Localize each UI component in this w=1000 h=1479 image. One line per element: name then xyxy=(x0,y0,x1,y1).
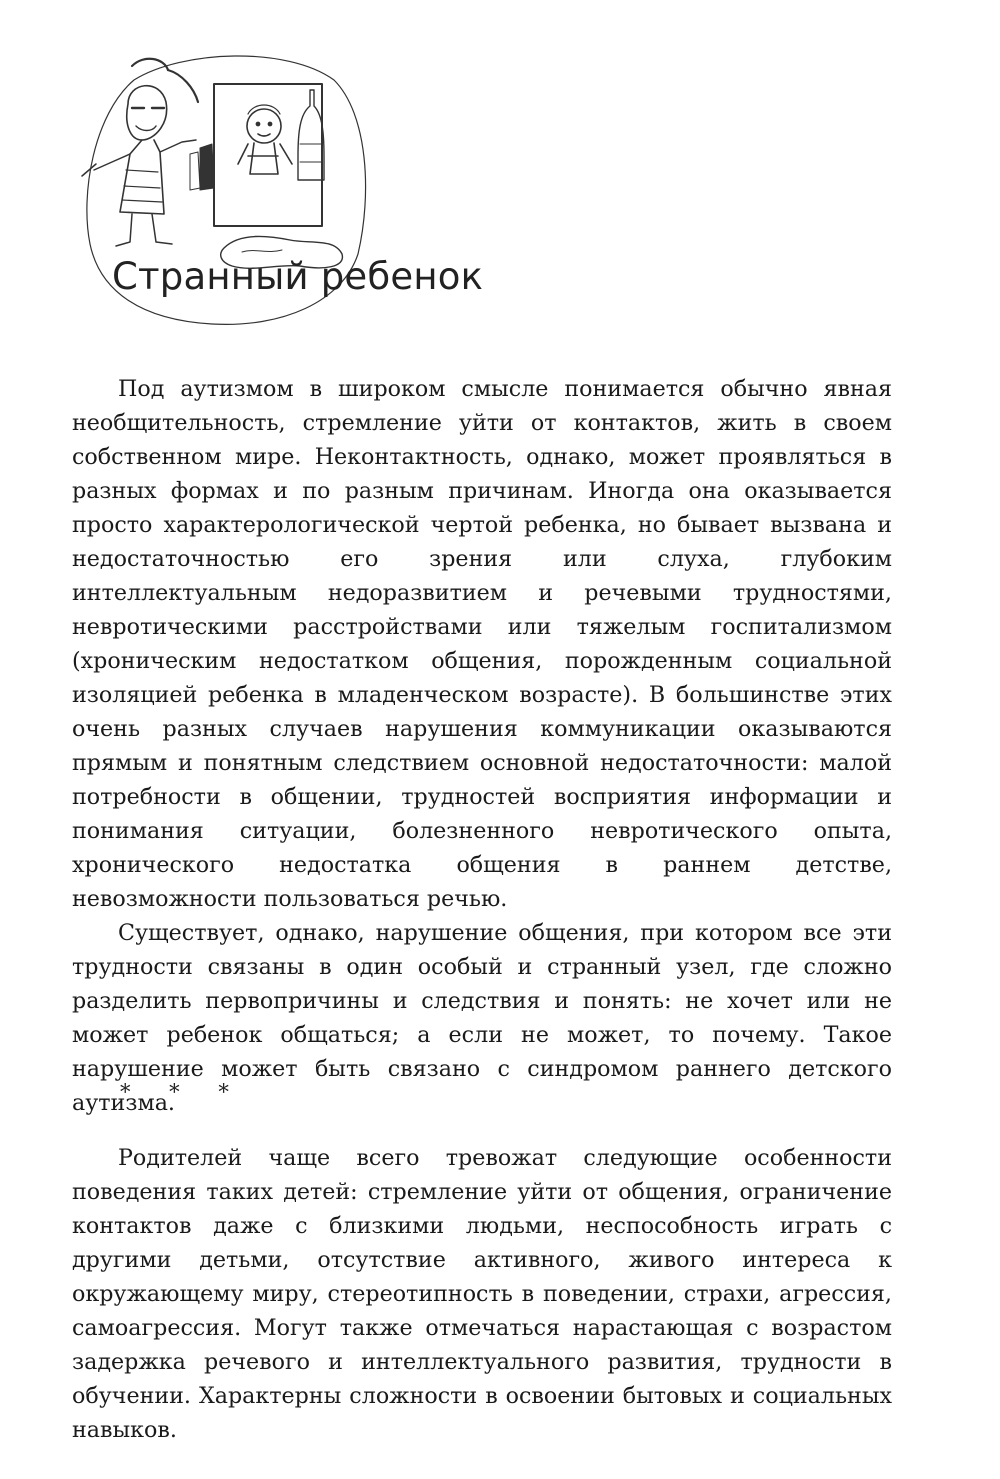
chapter-title: Странный ребенок xyxy=(112,255,484,298)
section-separator: * * * xyxy=(120,1080,245,1104)
paragraph: Существует, однако, нарушение общения, при котором все эти трудности связаны в один особый и странный узел, где сложно разделить первопричины и следствия и понять: не хочет или не может ребенок общаться; а если не может, то почему. Такое нарушение может быть связано с синдромом раннего детского аутизма. xyxy=(72,920,892,1116)
body-text-bottom xyxy=(72,1141,892,1447)
body-text-top xyxy=(72,372,892,1120)
paragraph: Родителей чаще всего тревожат следующие особенности поведения таких детей: стремление уйти от общения, ограничение контактов даже с близкими людьми, неспособность играть с другими детьми, отсутствие активного, живого интереса к окружающему миру, стереотипность в поведении, страхи, агрессия, самоагрессия. Могут также отмечаться нарастающая с возрастом задержка речевого и интеллектуального развития, трудности в обучении. Характерны сложности в освоении бытовых и социальных навыков. xyxy=(72,1145,892,1443)
paragraph: Под аутизмом в широком смысле понимается обычно явная необщительность, стремление уйти от контактов, жить в своем собственном мире. Неконтактность, однако, может проявляться в разных формах и по разным причинам. Иногда она оказывается просто характерологической чертой ребенка, но бывает вызвана и недостаточностью его зрения или слуха, глубоким интеллектуальным недоразвитием и речевыми трудностями, невротическими расстройствами или тяжелым госпитализмом (хроническим недостатком общения, порожденным социальной изоляцией ребенка в младенческом возрасте). В большинстве этих очень разных случаев нарушения коммуникации оказываются прямым и понятным следствием основной недостаточности: малой потребности в общении, трудностей восприятия информации и понимания ситуации, болезненного невротического опыта, хронического недостатка общения в раннем детстве, невозможности пользоваться речью. xyxy=(72,376,892,912)
